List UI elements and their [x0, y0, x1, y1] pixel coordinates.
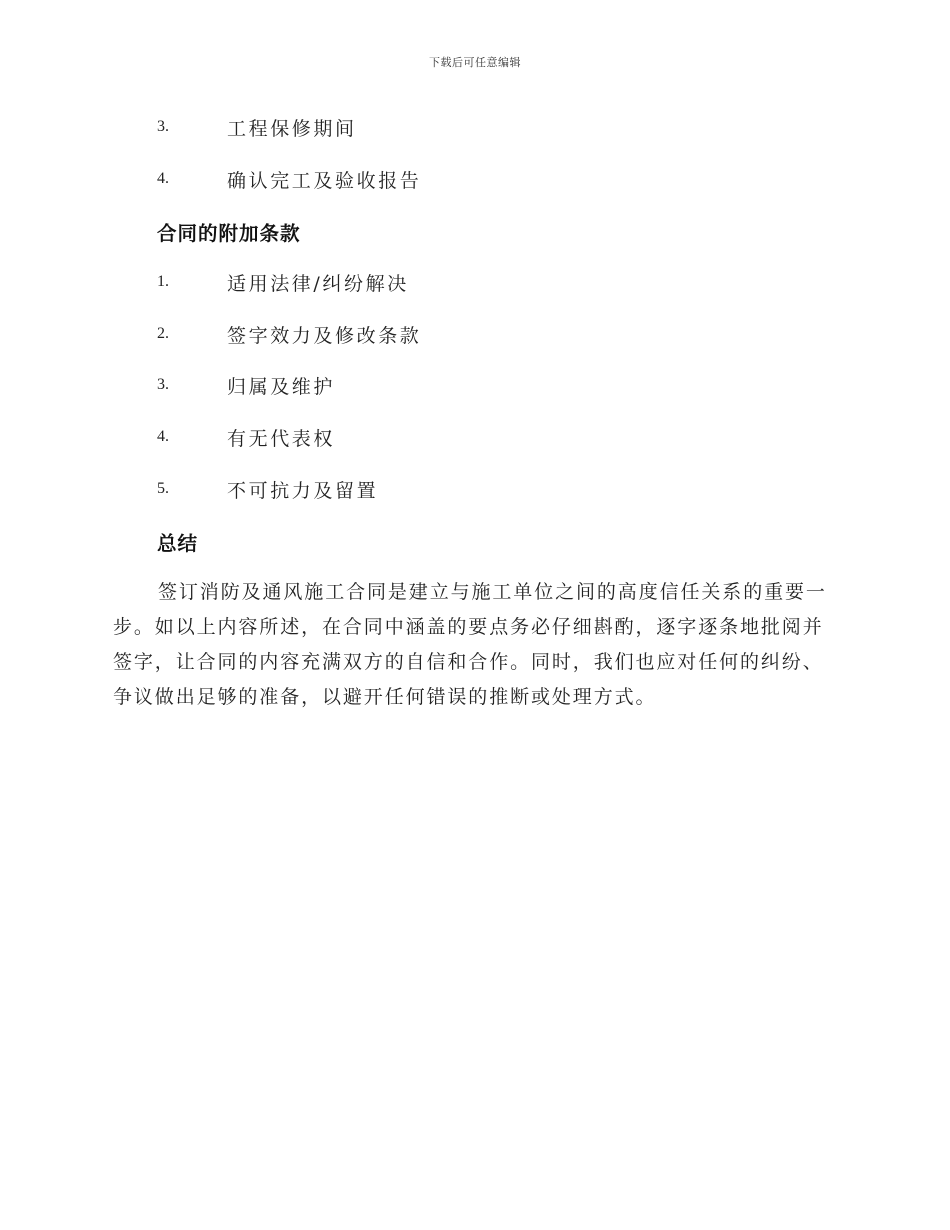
list-item-text: 适用法律/纠纷解决 — [227, 272, 409, 295]
list-item-text: 不可抗力及留置 — [227, 479, 379, 502]
list-item-number: 1. — [157, 273, 169, 290]
list-item-text: 工程保修期间 — [227, 117, 357, 140]
list-item — [157, 422, 335, 452]
list-item — [157, 112, 357, 142]
list-item-number: 4. — [157, 170, 169, 187]
list-item-text: 确认完工及验收报告 — [227, 169, 422, 192]
section-heading-summary: 总结 — [157, 532, 199, 555]
list-item-number: 4. — [157, 428, 169, 445]
list-item — [157, 474, 378, 504]
list-item — [157, 370, 335, 400]
list-item — [157, 164, 421, 194]
list-item — [157, 267, 409, 297]
page-header: 下载后可任意编辑 — [429, 56, 521, 69]
section-heading-additional-terms: 合同的附加条款 — [157, 222, 301, 245]
list-item — [157, 319, 421, 349]
list-item-number: 3. — [157, 376, 169, 393]
list-item-text: 有无代表权 — [227, 427, 336, 450]
list-item-text: 签字效力及修改条款 — [227, 324, 422, 347]
list-item-text: 归属及维护 — [227, 375, 336, 398]
summary-paragraph: 签订消防及通风施工合同是建立与施工单位之间的高度信任关系的重要一步。如以上内容所述，在合同中涵盖的要点务必仔细斟酌，逐字逐条地批阅并签字，让合同的内容充满双方的自信和合作。同时，我们也应对任何的纠纷、争议做出足够的准备，以避开任何错误的推断或处理方式。 — [113, 581, 827, 708]
list-item-number: 5. — [157, 480, 169, 497]
list-item-number: 2. — [157, 325, 169, 342]
list-item-number: 3. — [157, 118, 169, 135]
